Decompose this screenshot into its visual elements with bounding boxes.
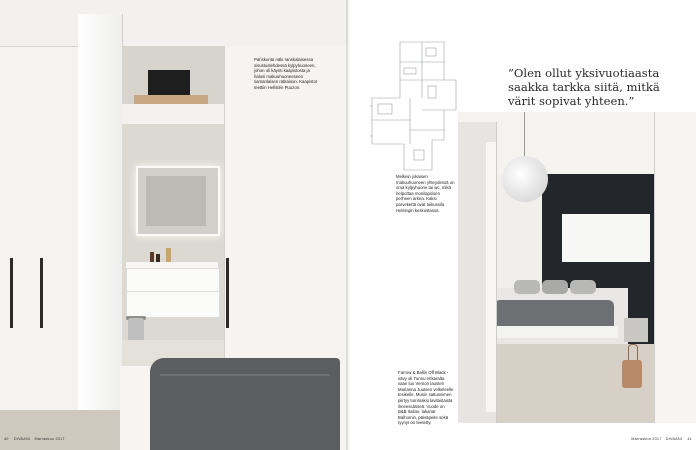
pendant-lamp [502,156,548,202]
black-box [148,70,190,98]
wardrobe-panel [0,0,41,430]
bedroom-photo [458,112,696,423]
wall-artwork [562,214,650,262]
magazine-name: DIVAANI [665,437,683,441]
open-wardrobe-door [78,14,123,430]
pillow [542,280,568,294]
bed-base [490,326,618,338]
wardrobe-caption: Pariskunta näki ranskalaisessa sisustuslehdessä kylpyhuoneen, johon oli käynti kaapistosta ja halusi makuuhuoneeseen samanlaisen ratkaisun. Kaapistot teettiin Hellstén Puuzon. [254,57,318,90]
leather-bag [622,360,642,388]
wardrobe-handle [226,258,229,328]
illuminated-mirror [136,166,220,236]
left-folio [4,437,65,441]
pedal-bin [128,318,144,340]
pillow [514,280,540,294]
issue-date: Marraskuu 2017 [34,437,65,441]
wardrobe-handle [10,258,13,328]
floorplan-caption: Melkein jokaisen makuuhuoneen yhteydessä on oma kylpyhuone tai wc, mikä helpottaa monilapsisen perheen arkea. Kaksi parvekettä ovat tuikussila Helsingin keskustassa. [396,174,455,213]
shelf [122,104,224,124]
blanket-fold [160,374,330,376]
pull-quote: ”Olen ollut yksivuotiaasta saakka tarkka siitä, mitkä värit sopivat yhteen.” [508,66,660,108]
page-number: 41 [687,437,692,441]
wardrobe-top-cabinets [0,0,348,47]
spread-gutter [346,0,350,450]
vanity-drawer [126,268,220,318]
lamp-cord [524,112,525,156]
wardrobe-handle [40,258,43,328]
page-number: 40 [4,437,9,441]
bottle [156,254,160,262]
nightstand [624,318,648,342]
bedroom-caption: Farrow & Ballin Off Black -sävy oli Tunnu enkaralta vaan luo Vernon lausten Marianna Juutsen velkeleelle tesikelle. Musin sattussimen piirtyy tummaksi lavitastaista ilmeessässeä. Vuode on B&B Italian, lakanat Balhomin, päiväpeite sekä tyynyt on teetetty. [398,370,454,426]
wardrobe-panel [40,0,79,430]
pillow [570,280,596,294]
mirror-reflection [146,176,206,226]
bottle [150,252,154,262]
door-frame [486,142,496,412]
magazine-name: DIVAANI [13,437,31,441]
grey-blanket [150,358,340,450]
issue-date: Marraskuu 2017 [631,437,662,441]
floorplan-drawing [370,40,470,175]
door-right [654,112,696,423]
diffuser-bottle [166,248,171,262]
right-folio [631,437,692,441]
drawer-divider [127,291,219,292]
